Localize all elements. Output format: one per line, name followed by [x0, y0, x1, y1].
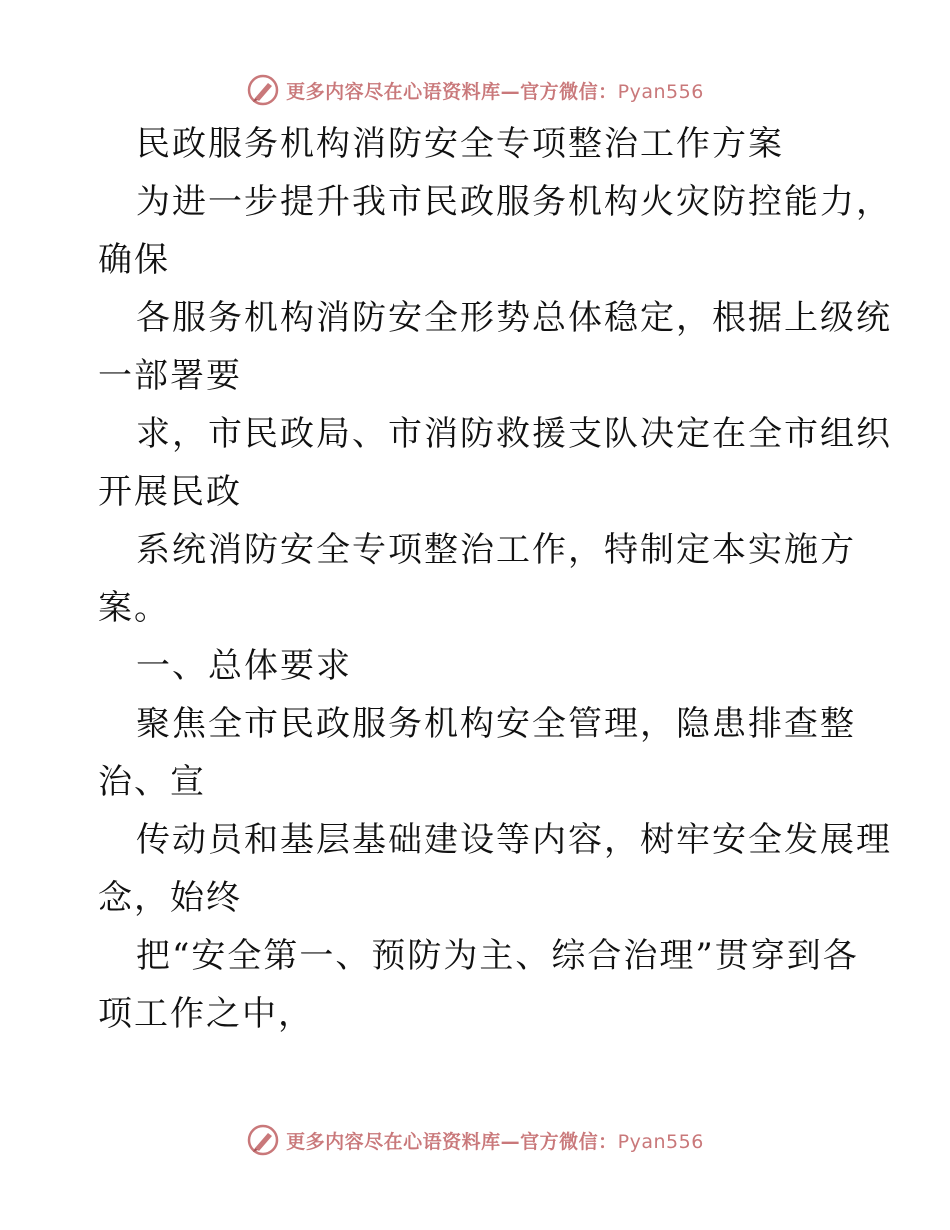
- text-line: 案。: [98, 588, 170, 628]
- footer-watermark: [0, 1120, 950, 1160]
- text-line: 求，市民政局、市消防救援支队决定在全市组织: [136, 414, 892, 454]
- text-line: 各服务机构消防安全形势总体稳定，根据上级统: [136, 298, 892, 338]
- pen-logo-icon: [246, 1123, 280, 1157]
- text-line: 项工作之中，: [98, 994, 314, 1034]
- text-line: 念，始终: [98, 878, 242, 918]
- watermark-text: 更多内容尽在心语资料库—官方微信：Pyan556: [286, 1130, 704, 1153]
- text-line: 开展民政: [98, 472, 242, 512]
- header-watermark: [0, 70, 950, 110]
- text-line: 传动员和基层基础建设等内容，树牢安全发展理: [136, 820, 892, 860]
- document-body: [98, 115, 892, 1043]
- text-line: 确保: [98, 240, 170, 280]
- text-line: 系统消防安全专项整治工作，特制定本实施方: [136, 530, 856, 570]
- pen-logo-icon: [246, 73, 280, 107]
- text-line: 一部署要: [98, 356, 242, 396]
- watermark-wechat-id: Pyan556: [617, 80, 704, 103]
- text-line: 一、总体要求: [136, 646, 352, 686]
- text-line: 为进一步提升我市民政服务机构火灾防控能力，: [136, 182, 892, 222]
- watermark-text: 更多内容尽在心语资料库—官方微信：Pyan556: [286, 80, 704, 103]
- text-line: 治、宣: [98, 762, 206, 802]
- document-title: 民政服务机构消防安全专项整治工作方案: [136, 124, 784, 164]
- watermark-wechat-id: Pyan556: [617, 1130, 704, 1153]
- text-line: 聚焦全市民政服务机构安全管理，隐患排查整: [136, 704, 856, 744]
- text-line: 把“安全第一、预防为主、综合治理”贯穿到各: [136, 936, 859, 976]
